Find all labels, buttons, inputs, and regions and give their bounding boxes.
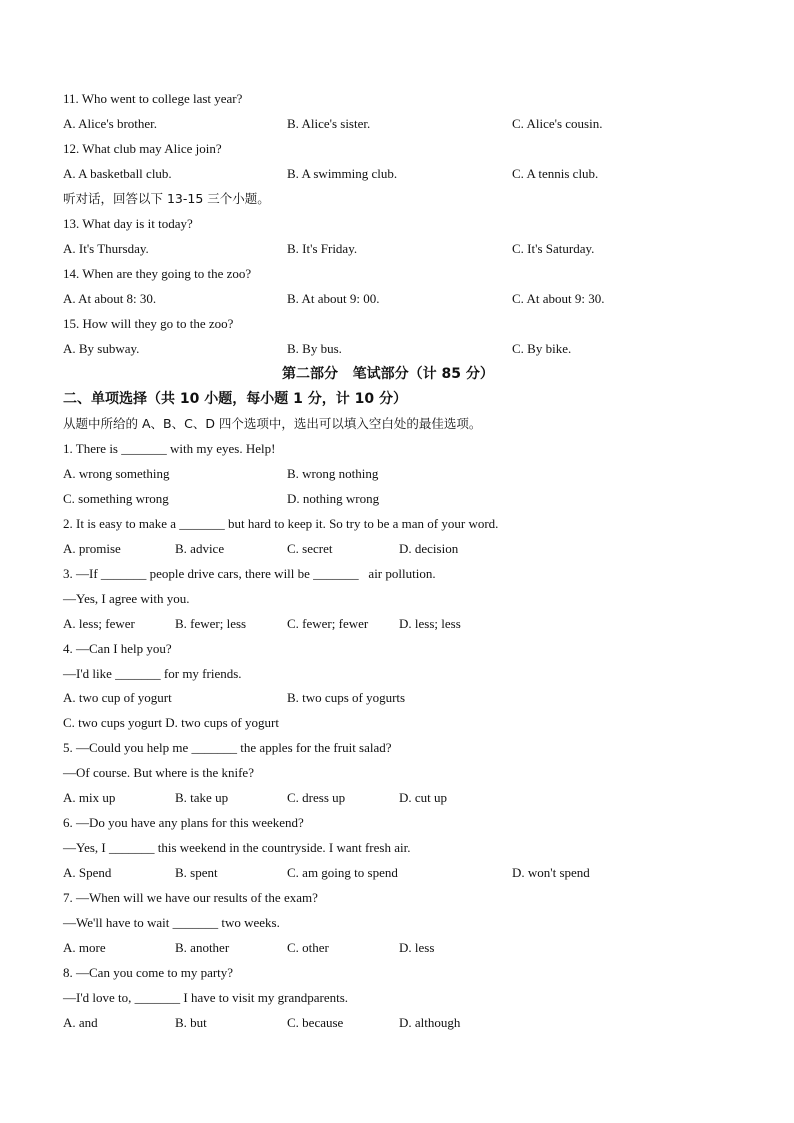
mc-4-options-row-1 <box>63 690 743 706</box>
question-13-stem: 13. What day is it today? <box>63 216 193 231</box>
mc-8-reply: —I'd love to, _______ I have to visit my grandparents. <box>63 990 349 1005</box>
mc-3-options <box>63 616 743 632</box>
mc-2-stem: 2. It is easy to make a _______ but hard to keep it. So try to be a man of your word. <box>63 516 499 531</box>
option-a: A. and <box>63 1015 98 1030</box>
mc-6-options <box>63 865 743 881</box>
mc-2-options <box>63 541 743 557</box>
option-a: A. A basketball club. <box>63 166 172 181</box>
mc-1-options-row-2 <box>63 491 743 507</box>
mc-8-stem: 8. —Can you come to my party? <box>63 965 234 980</box>
option-c: C. other <box>287 940 329 955</box>
option-d: D. less <box>399 940 435 955</box>
option-c: C. fewer; fewer <box>287 616 369 631</box>
mc-7-reply: —We'll have to wait _______ two weeks. <box>63 915 280 930</box>
option-a: A. Alice's brother. <box>63 116 158 131</box>
mc-5-options <box>63 790 743 806</box>
mc-1-options-row-1 <box>63 466 743 482</box>
question-12-options <box>63 166 743 182</box>
option-b: B. another <box>175 940 230 955</box>
option-b: B. It's Friday. <box>287 241 358 256</box>
question-11-options <box>63 116 743 132</box>
mc-3-stem: 3. —If _______ people drive cars, there will be _______ air pollution. <box>63 566 436 581</box>
mc-4-reply: —I'd like _______ for my friends. <box>63 666 242 681</box>
option-d: D. less; less <box>399 616 461 631</box>
option-c: C. By bike. <box>512 341 572 356</box>
option-a: A. At about 8: 30. <box>63 291 157 306</box>
mc-6-reply: —Yes, I _______ this weekend in the countryside. I want fresh air. <box>63 840 411 855</box>
question-11-stem: 11. Who went to college last year? <box>63 91 243 106</box>
option-a: A. By subway. <box>63 341 140 356</box>
option-d: D. won't spend <box>512 865 590 880</box>
option-b: B. but <box>175 1015 207 1030</box>
mc-7-options <box>63 940 743 956</box>
option-d: D. nothing wrong <box>287 491 380 506</box>
option-c: C. It's Saturday. <box>512 241 595 256</box>
option-c: C. Alice's cousin. <box>512 116 603 131</box>
option-c: C. something wrong <box>63 491 169 506</box>
mc-4-stem: 4. —Can I help you? <box>63 641 172 656</box>
option-b: B. A swimming club. <box>287 166 398 181</box>
option-a: A. mix up <box>63 790 116 805</box>
mc-3-reply: —Yes, I agree with you. <box>63 591 190 606</box>
question-15-stem: 15. How will they go to the zoo? <box>63 316 234 331</box>
option-a: A. two cup of yogurt <box>63 690 172 705</box>
question-15-options <box>63 341 743 357</box>
option-b: B. wrong nothing <box>287 466 379 481</box>
option-a: A. less; fewer <box>63 616 135 631</box>
question-14-stem: 14. When are they going to the zoo? <box>63 266 252 281</box>
option-b: B. Alice's sister. <box>287 116 371 131</box>
option-a: A. wrong something <box>63 466 170 481</box>
option-c: C. dress up <box>287 790 346 805</box>
option-b: B. spent <box>175 865 218 880</box>
option-a: A. It's Thursday. <box>63 241 149 256</box>
part-2-title: 第二部分 笔试部分（计 85 分） <box>282 366 494 382</box>
option-b: B. advice <box>175 541 225 556</box>
option-c: C. secret <box>287 541 333 556</box>
option-c: C. am going to spend <box>287 865 398 880</box>
option-b: B. By bus. <box>287 341 342 356</box>
section-2-title: 二、单项选择（共 10 小题，每小题 1 分，计 10 分） <box>63 391 407 407</box>
option-b: B. fewer; less <box>175 616 247 631</box>
mc-5-reply: —Of course. But where is the knife? <box>63 765 254 780</box>
mc-1-stem: 1. There is _______ with my eyes. Help! <box>63 441 276 456</box>
option-c: C. At about 9: 30. <box>512 291 605 306</box>
mc-5-stem: 5. —Could you help me _______ the apples for the fruit salad? <box>63 740 392 755</box>
question-12-stem: 12. What club may Alice join? <box>63 141 222 156</box>
option-a: A. more <box>63 940 106 955</box>
option-c: C. A tennis club. <box>512 166 599 181</box>
option-a: A. promise <box>63 541 121 556</box>
option-a: A. Spend <box>63 865 112 880</box>
section-2-instruction: 从题中所给的 A、B、C、D 四个选项中，选出可以填入空白处的最佳选项。 <box>63 416 482 431</box>
question-14-options <box>63 291 743 307</box>
option-b: B. take up <box>175 790 229 805</box>
option-d: D. cut up <box>399 790 448 805</box>
question-13-options <box>63 241 743 257</box>
option-b: B. two cups of yogurts <box>287 690 406 705</box>
mc-6-stem: 6. —Do you have any plans for this weekend? <box>63 815 304 830</box>
option-d: D. decision <box>399 541 459 556</box>
mc-7-stem: 7. —When will we have our results of the exam? <box>63 890 318 905</box>
option-b: B. At about 9: 00. <box>287 291 380 306</box>
listening-instruction-13-15: 听对话，回答以下 13-15 三个小题。 <box>63 191 270 206</box>
mc-4-options-row-2: C. two cups yogurt D. two cups of yogurt <box>63 715 279 730</box>
option-c: C. because <box>287 1015 344 1030</box>
mc-8-options <box>63 1015 743 1031</box>
option-d: D. although <box>399 1015 461 1030</box>
